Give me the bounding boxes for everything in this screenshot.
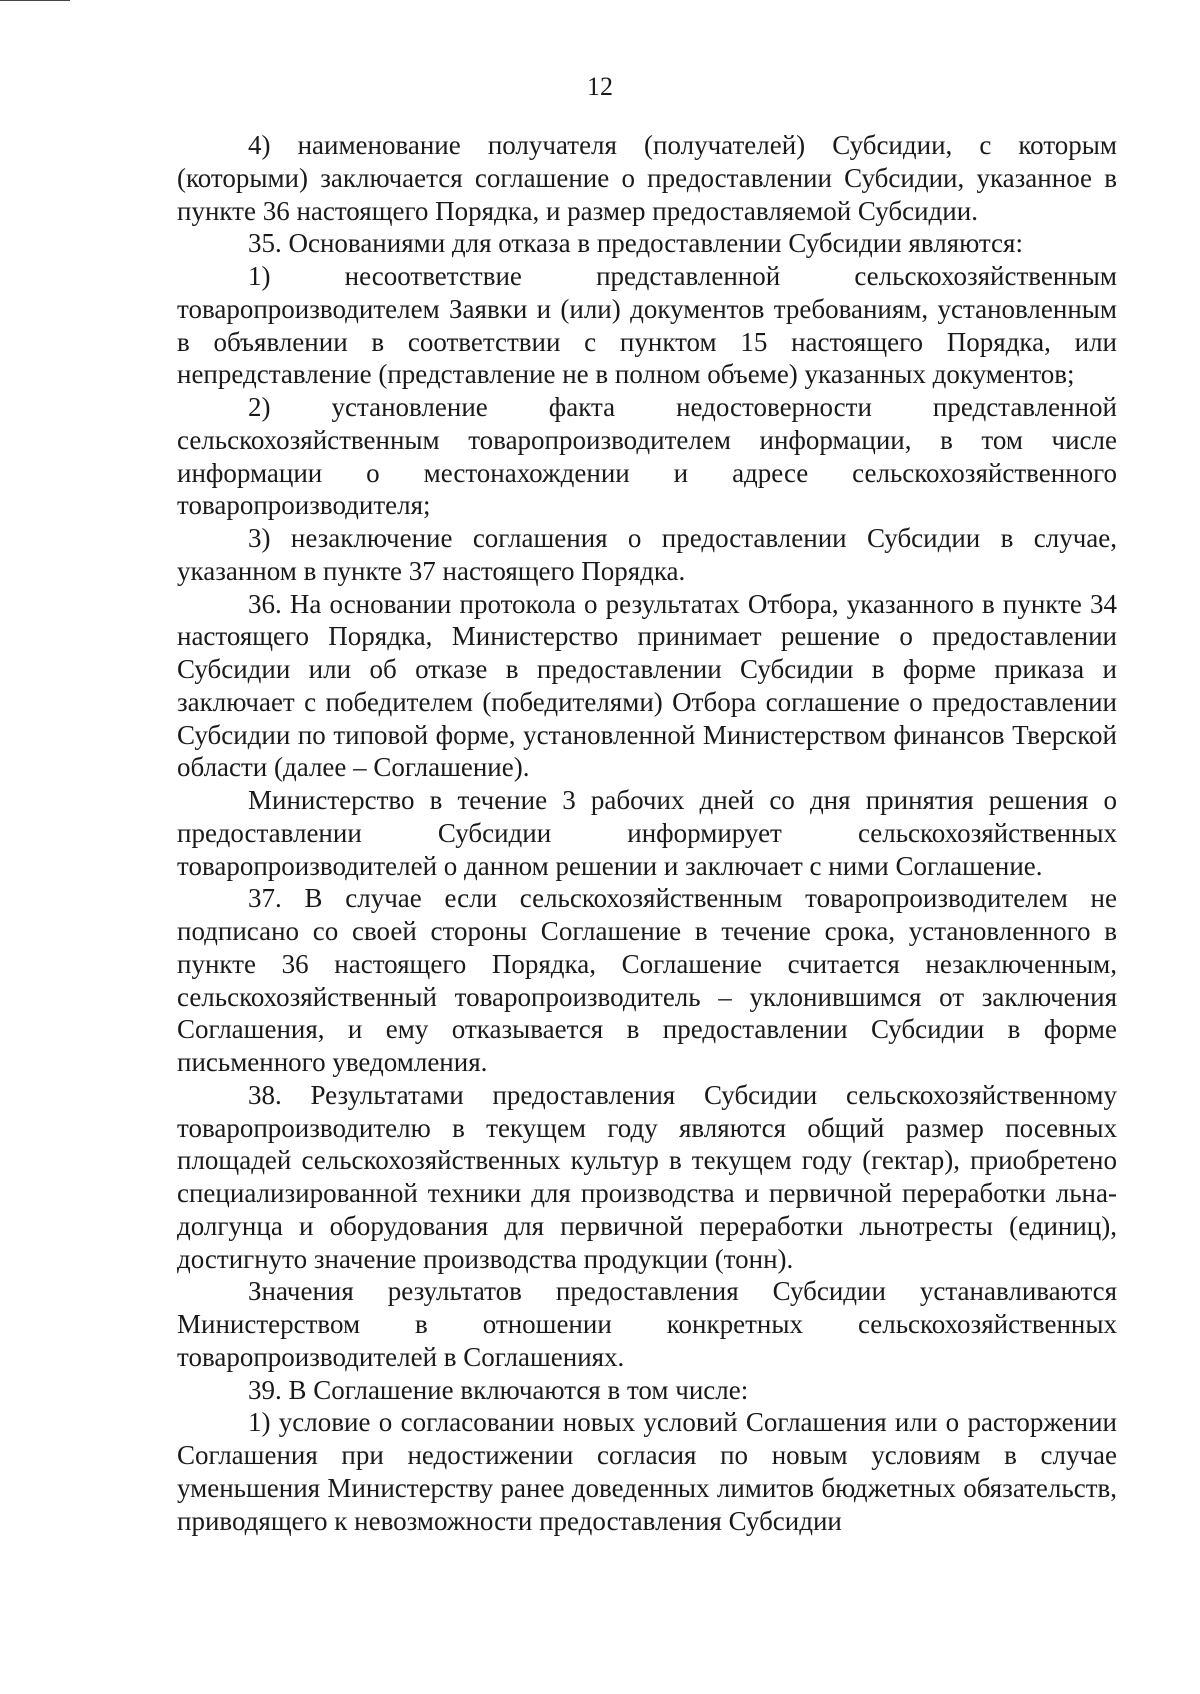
paragraph-39-item-1-condition: 1) условие о согласовании новых условий Соглашения или о расторжении Соглашения при недостижении согласия по новым условиям в случае уменьшения Министерству ранее доведенных лимитов бюджетных обязательств, приводящего к невозможности предоставления Субсидии <box>177 1407 1117 1536</box>
paragraph-item-4-recipient-name: 4) наименование получателя (получателей) Субсидии, с которым (которыми) заключается соглашение о предоставлении Субсидии, указанное в пункте 36 настоящего Порядка, и размер предоставляемой Субсидии. <box>177 130 1117 226</box>
paragraph-35-item-3-no-agreement: 3) незаключение соглашения о предоставлении Субсидии в случае, указанном в пункте 37 настоящего Порядка. <box>177 523 1117 586</box>
paragraph-38-results: 38. Результатами предоставления Субсидии сельскохозяйственному товаропроизводителю в текущем году являются общий размер посевных площадей сельскохозяйственных культур в текущем году (гектар), приобретено специализированной техники для производства и первичной переработки льна-долгунца и оборудования для первичной переработки льнотресты (единиц), достигнуто значение производства продукции (тонн). <box>177 1079 1117 1274</box>
page-number: 12 <box>587 72 613 101</box>
paragraph-36-decision: 36. На основании протокола о результатах Отбора, указанного в пункте 34 настоящего Порядка, Министерство принимает решение о предоставлении Субсидии или об отказе в предоставлении Субсидии в форме приказа и заключает с победителем (победителями) Отбора соглашение о предоставлении Субсидии по типовой форме, установленной Министерством финансов Тверской области (далее – Соглашение). <box>177 588 1117 783</box>
paragraph-35-item-1-nonconformity: 1) несоответствие представленной сельскохозяйственным товаропроизводителем Заявки и (или) документов требованиям, установленным в объявлении в соответствии с пунктом 15 настоящего Порядка, или непредставление (представление не в полном объеме) указанных документов; <box>177 261 1117 390</box>
document-body <box>177 129 1117 1537</box>
paragraph-35-refusal-grounds: 35. Основаниями для отказа в предоставлении Субсидии являются: <box>248 228 1023 259</box>
paragraph-38-result-values: Значения результатов предоставления Субсидии устанавливаются Министерством в отношении конкретных сельскохозяйственных товаропроизводителей в Соглашениях. <box>177 1276 1117 1372</box>
paragraph-37-unsigned-agreement: 37. В случае если сельскохозяйственным товаропроизводителем не подписано со своей стороны Соглашение в течение срока, установленного в пункте 36 настоящего Порядка, Соглашение считается незаключенным, сельскохозяйственный товаропроизводитель – уклонившимся от заключения Соглашения, и ему отказывается в предоставлении Субсидии в форме письменного уведомления. <box>177 883 1117 1077</box>
paragraph-35-item-2-false-info: 2) установление факта недостоверности представленной сельскохозяйственным товаропроизводителем информации, в том числе информации о местонахождении и адресе сельскохозяйственного товаропроизводителя; <box>177 392 1117 521</box>
scan-edge-line <box>0 0 70 1</box>
paragraph-39-agreement-contents: 39. В Соглашение включаются в том числе: <box>248 1374 749 1405</box>
paragraph-36-notification: Министерство в течение 3 рабочих дней со дня принятия решения о предоставлении Субсидии информирует сельскохозяйственных товаропроизводителей о данном решении и заключает с ними Соглашение. <box>177 785 1117 881</box>
